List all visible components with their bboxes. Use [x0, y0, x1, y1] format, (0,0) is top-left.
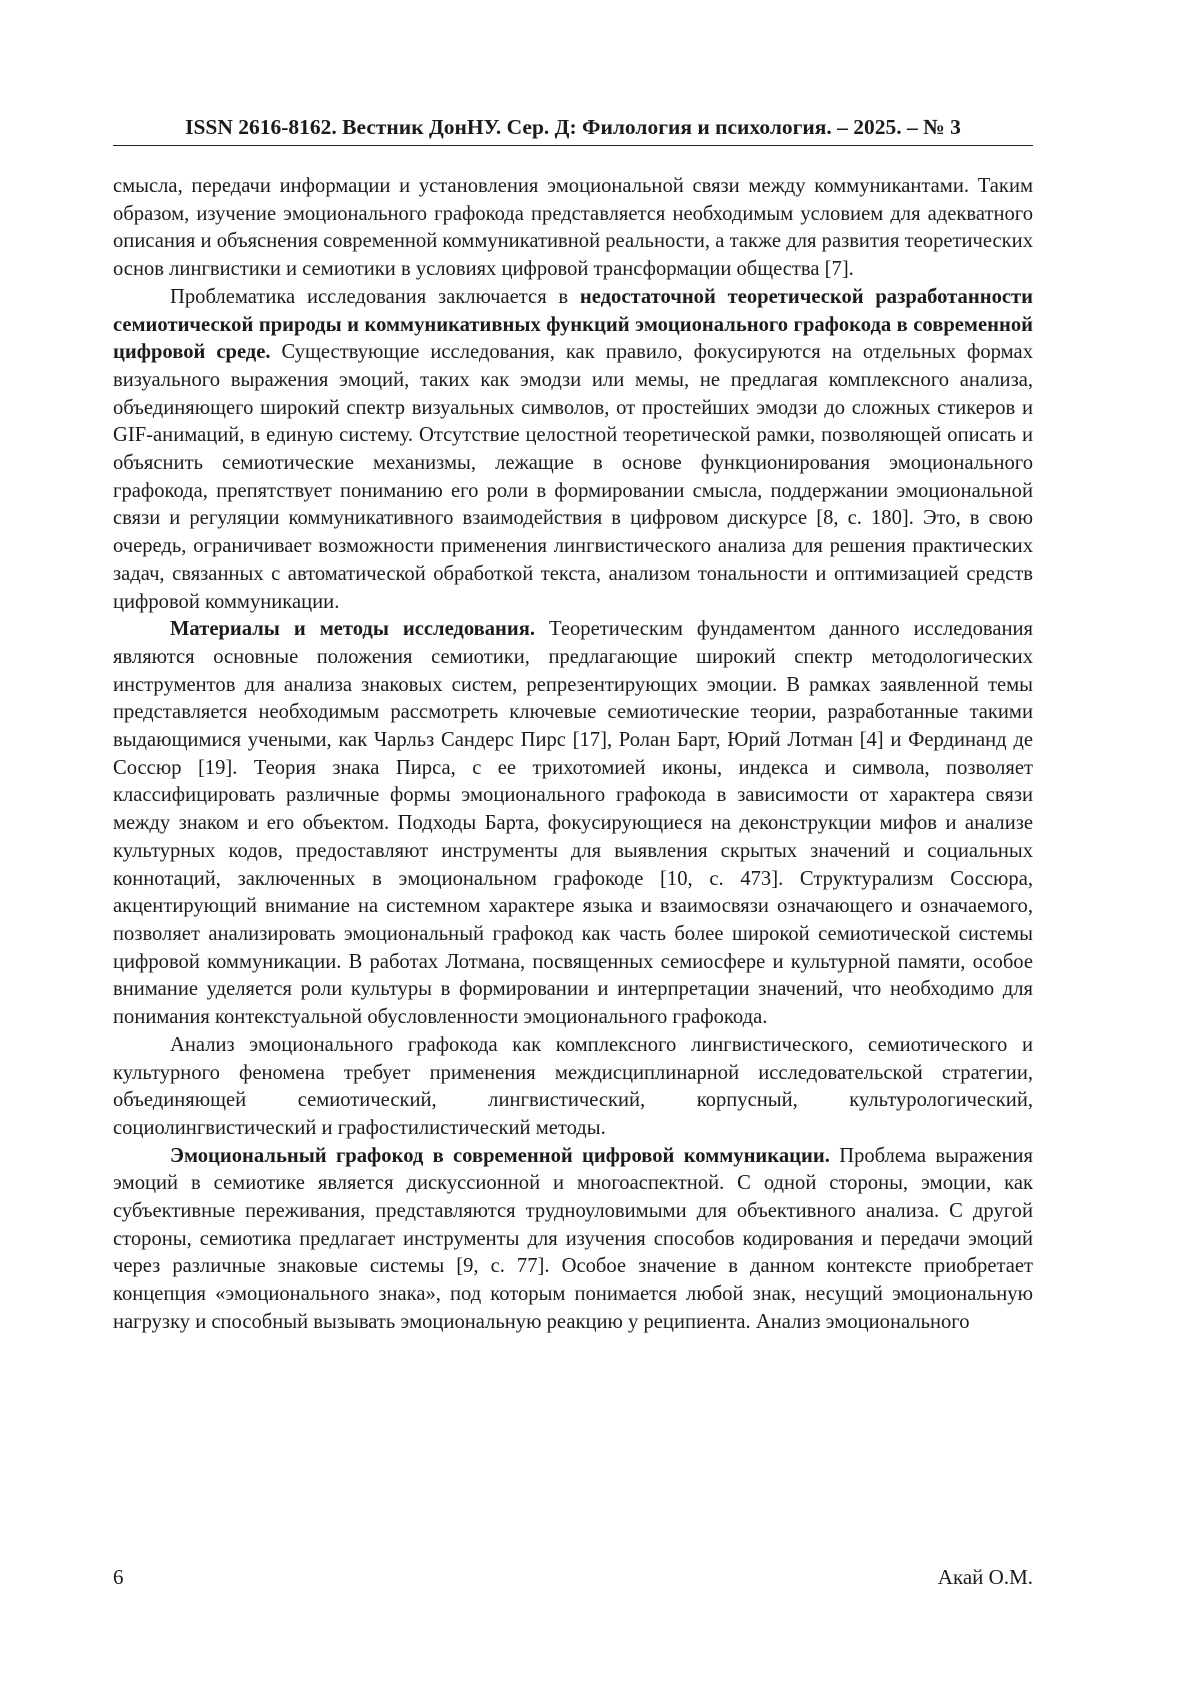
- paragraph-4: [113, 1032, 1033, 1143]
- running-header: ISSN 2616-8162. Вестник ДонНУ. Сер. Д: Филология и психология. – 2025. – № 3: [113, 112, 1033, 146]
- page-number: 6: [113, 1565, 124, 1589]
- paragraph-3: [113, 616, 1033, 1032]
- paragraph-1-text: смысла, передачи информации и установления эмоциональной связи между коммуникантами. Таким образом, изучение эмоционального графокода представляется необходимым условием для адекватного описания и объяснения современной коммуникативной реальности, а также для развития теоретических основ лингвистики и семиотики в условиях цифровой трансформации общества [7].: [113, 175, 1033, 281]
- section-heading-materials: Материалы и методы исследования.: [170, 618, 536, 641]
- paragraph-5: [113, 1143, 1033, 1337]
- paragraph-5-text: Проблема выражения эмоций в семиотике является дискуссионной и многоаспектной. С одной стороны, эмоции, как субъективные переживания, представляются трудноуловимыми для объективного анализа. С другой стороны, семиотика предлагает инструменты для изучения способов кодирования и передачи эмоций через различные знаковые системы [9, с. 77]. Особое значение в данном контексте приобретает концепция «эмоционального знака», под которым понимается любой знак, несущий эмоциональную нагрузку и способный вызывать эмоциональную реакцию у реципиента. Анализ эмоционального: [113, 1144, 1033, 1333]
- paragraph-2-lead: Проблематика исследования заключается в: [170, 285, 580, 308]
- paragraph-2: [113, 284, 1033, 616]
- paragraph-1: [113, 173, 1033, 284]
- paragraph-3-text: Теоретическим фундаментом данного исследования являются основные положения семиотики, предлагающие широкий спектр методологических инструментов для анализа знаковых систем, репрезентирующих эмоции. В рамках заявленной темы представляется необходимым рассмотреть ключевые семиотические теории, разработанные такими выдающимися учеными, как Чарльз Сандерс Пирс [17], Ролан Барт, Юрий Лотман [4] и Фердинанд де Соссюр [19]. Теория знака Пирса, с ее трихотомией иконы, индекса и символа, позволяет классифицировать различные формы эмоционального графокода в зависимости от характера связи между знаком и его объектом. Подходы Барта, фокусирующиеся на деконструкции мифов и анализе культурных кодов, предоставляют инструменты для выявления скрытых значений и социальных коннотаций, заключенных в эмоциональном графокоде [10, с. 473]. Структурализм Соссюра, акцентирующий внимание на системном характере языка и взаимосвязи означающего и означаемого, позволяет анализировать эмоциональный графокод как часть более широкой семиотической системы цифровой коммуникации. В работах Лотмана, посвященных семиосфере и культурной памяти, особое внимание уделяется роли культуры в формировании и интерпретации значений, что необходимо для понимания контекстуальной обусловленности эмоционального графокода.: [113, 618, 1033, 1029]
- article-body: [113, 173, 1033, 1337]
- section-heading-emotional-graphocode: Эмоциональный графокод в современной цифровой коммуникации.: [170, 1144, 830, 1167]
- paragraph-4-text: Анализ эмоционального графокода как комплексного лингвистического, семиотического и культурного феномена требует применения междисциплинарной исследовательской стратегии, объединяющей семиотический, лингвистический, корпусный, культурологический, социолингвистический и графостилистический методы.: [113, 1033, 1033, 1139]
- author-name: Акай О.М.: [937, 1565, 1033, 1589]
- paragraph-2-text: Существующие исследования, как правило, фокусируются на отдельных формах визуального выражения эмоций, таких как эмодзи или мемы, не предлагая комплексного анализа, объединяющего широкий спектр визуальных символов, от простейших эмодзи до сложных стикеров и GIF-анимаций, в единую систему. Отсутствие целостной теоретической рамки, позволяющей описать и объяснить семиотические механизмы, лежащие в основе функционирования эмоционального графокода, препятствует пониманию его роли в формировании смысла, поддержании эмоциональной связи и регуляции коммуникативного взаимодействия в цифровом дискурсе [8, с. 180]. Это, в свою очередь, ограничивает возможности применения лингвистического анализа для решения практических задач, связанных с автоматической обработкой текста, анализом тональности и оптимизацией средств цифровой коммуникации.: [113, 341, 1033, 613]
- paragraph-2-bold: недостаточной теоретической разработанности семиотической природы и коммуникативных функций эмоционального графокода в современной цифровой среде.: [113, 285, 1033, 364]
